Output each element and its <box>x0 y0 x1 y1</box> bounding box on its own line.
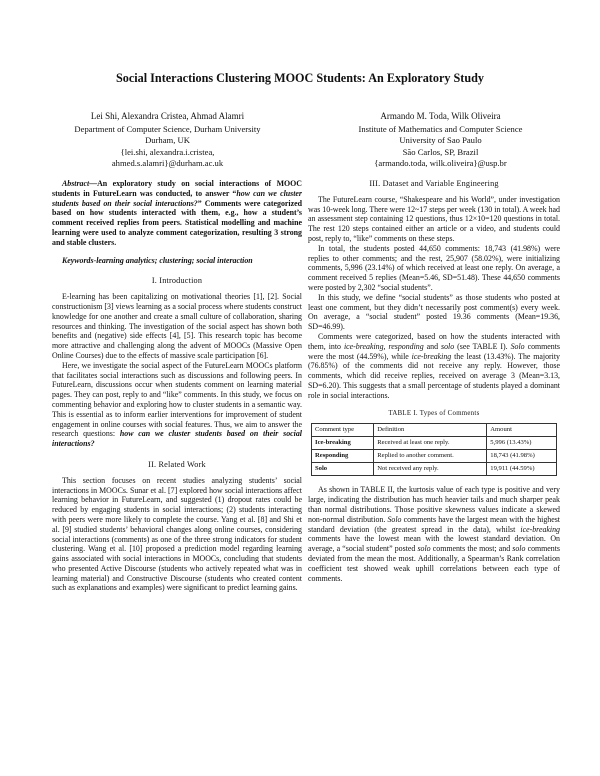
abstract: Abstract—An exploratory study on social interactions of MOOC students in FutureLearn was conducted, to answer “how can we cluster students based on their social interactions?” Comments were categorized based on how students interacted with them, e.g., how a student’s comment received replies from peers. Statistical modelling and machine learning were used to analyze comment categorization, resulting 3 strong and stable clusters. <box>52 179 302 247</box>
table-caption: TABLE I. Types of Comments <box>388 409 480 417</box>
table-row <box>312 463 557 476</box>
table-cell: 19,911 (44.59%) <box>487 463 557 476</box>
dataset-paragraph-1: The FutureLearn course, “Shakespeare and his World”, under investigation was 10-week long. There were 12~17 steps per week (130 in total). A week had an assessment step containing 12 questions, thus 12×10=120 questions in total. The rest 120 steps contained either an article or a video, and students could post, reply to, “like” comments on these steps. <box>308 194 560 243</box>
table-cell: Responding <box>312 450 374 463</box>
author-block-right <box>318 111 563 169</box>
table-cell: Received at least one reply. <box>374 437 487 450</box>
table-cell: Replied to another comment. <box>374 450 487 463</box>
right-column <box>308 179 560 583</box>
section-heading-introduction: I. Introduction <box>151 276 203 286</box>
left-column <box>52 179 302 593</box>
table-header-cell: Comment type <box>312 424 374 437</box>
email-left-2: ahmed.s.alamri}@durham.ac.uk <box>111 157 224 168</box>
table-header-cell: Definition <box>374 424 487 437</box>
table-cell: 5,996 (13.43%) <box>487 437 557 450</box>
email-right-1: {armando.toda, wilk.oliveira}@usp.br <box>374 157 507 168</box>
comment-types-table <box>311 423 557 476</box>
table-cell: Solo <box>312 463 374 476</box>
author-names-right: Armando M. Toda, Wilk Oliveira <box>380 111 501 121</box>
dataset-paragraph-4: Comments were categorized, based on how the students interacted with them, into ice-breaking, responding and solo (see TABLE I). Solo comments were the most (44.59%), while ice-breaking the least (13.43%). The majority (76.85%) of the comments did not receive any reply. However, those comments, which did receive replies, received on average 3 (Mean=3.13, SD=6.20). This suggests that a small percentage of students played a dominant role in social interactions. <box>308 331 560 400</box>
table-cell: Ice-breaking <box>312 437 374 450</box>
dataset-paragraph-3: In this study, we define “social students” as those students who posted at least one comment, but they didn’t necessarily post comment(s) every week. On average, a “social student” posted 19.36 comments (Mean=19.36, SD=46.99). <box>308 292 560 332</box>
dataset-paragraph-2: In total, the students posted 44,650 comments: 18,743 (41.98%) were replies to other comments; and the rest, 25,907 (58.02%), were initializing comments, 5,996 (23.14%) of which received at least one reply. On average, a comment received 5 replies (Mean=5.46, SD=51.48). These 44,650 comments were posted by 2,302 “social students”. <box>308 243 560 292</box>
table-header-row <box>312 424 557 437</box>
related-paragraph-1: This section focuses on recent studies analyzing students’ social interactions in MOOCs. Sunar et al. [7] explored how social interactions affect learning behavior in FutureLearn, and suggested (1) dropout rates could be reduced by engaging students in social interactions; (2) students interacting with peers were more likely to complete the course. Yang et al. [8] and Shi et al. [9] studied students’ behavioral changes along online courses, considering social interactions (comments) as one of the three strong indicators for student clustering. Wang et al. [10] proposed a prediction model regarding learning gains associated with social interactions in MOOCs, concluding that students who presented Active Discourse (students who actively repeated what was in learning material) and Constructive Discourse (students who created content such as explanations and examples) were significant to predict learning gains. <box>52 475 302 593</box>
affiliation-left-1: Department of Computer Science, Durham University <box>74 124 261 135</box>
section-heading-dataset: III. Dataset and Variable Engineering <box>369 179 499 188</box>
table-row <box>312 450 557 463</box>
table-header-cell: Amount <box>487 424 557 437</box>
section-heading-related-work: II. Related Work <box>148 459 206 469</box>
affiliation-left-2: Durham, UK <box>145 135 190 146</box>
affiliation-right-1: Institute of Mathematics and Computer Science <box>358 124 523 135</box>
intro-paragraph-2: Here, we investigate the social aspect of the FutureLearn MOOCs platform that facilitates social interactions such as discussions and following peers. In FutureLearn, discussions occur when students comment on learning material pages. They can post, reply to and “like” comments. In this study, we focus on commenting behavior and exploring how to cluster students in a semantic way. This is essential as to inform earlier interventions for improvement of student engagement in online courses with social features. Thus, we aim to answer the research questions: how can we cluster students based on their social interactions? <box>52 360 302 449</box>
paper-title: Social Interactions Clustering MOOC Students: An Exploratory Study <box>115 71 485 85</box>
dataset-paragraph-5: As shown in TABLE II, the kurtosis value of each type is positive and very large, indicating the distribution has much heavier tails and much sharper peak than normal distributions. Those positive skewness values indicate a skewed non-normal distribution. Solo comments have the largest mean with the highest standard deviation (the greatest spread in the data), whilst ice-breaking comments have the lowest mean with the lowest standard deviation. On average, a “social student” posted solo comments the most; and solo comments deviated from the mean the most. Additionally, a Spearman’s Rank correlation coefficient test showed weak uphill correlations between each type of comments. <box>308 485 561 583</box>
author-block-left <box>40 111 295 169</box>
affiliation-right-2: University of Sao Paulo <box>399 135 482 146</box>
table-cell: Not received any reply. <box>374 463 487 476</box>
table-cell: 18,743 (41.98%) <box>487 450 557 463</box>
table-row <box>312 437 557 450</box>
email-left-1: {lei.shi, alexandra.i.cristea, <box>120 146 215 157</box>
author-names-left: Lei Shi, Alexandra Cristea, Ahmad Alamri <box>90 111 245 121</box>
affiliation-right-3: São Carlos, SP, Brazil <box>402 146 479 157</box>
intro-paragraph-1: E-learning has been capitalizing on motivational theories [1], [2]. Social constructionism [3] views learning as a social process where students construct knowledge for one another and create a small culture of collaboration, sharing resources and thinking. The investigation of the social aspect has shown both benefits and (negative) side effects [4], [5]. This research topic has become more attractive and challenging along the advent of MOOCs (Massive Open Online Courses) due to the effects of massive scale participation [6]. <box>52 292 302 360</box>
keywords: Keywords-learning analytics; clustering; social interaction <box>62 255 253 265</box>
